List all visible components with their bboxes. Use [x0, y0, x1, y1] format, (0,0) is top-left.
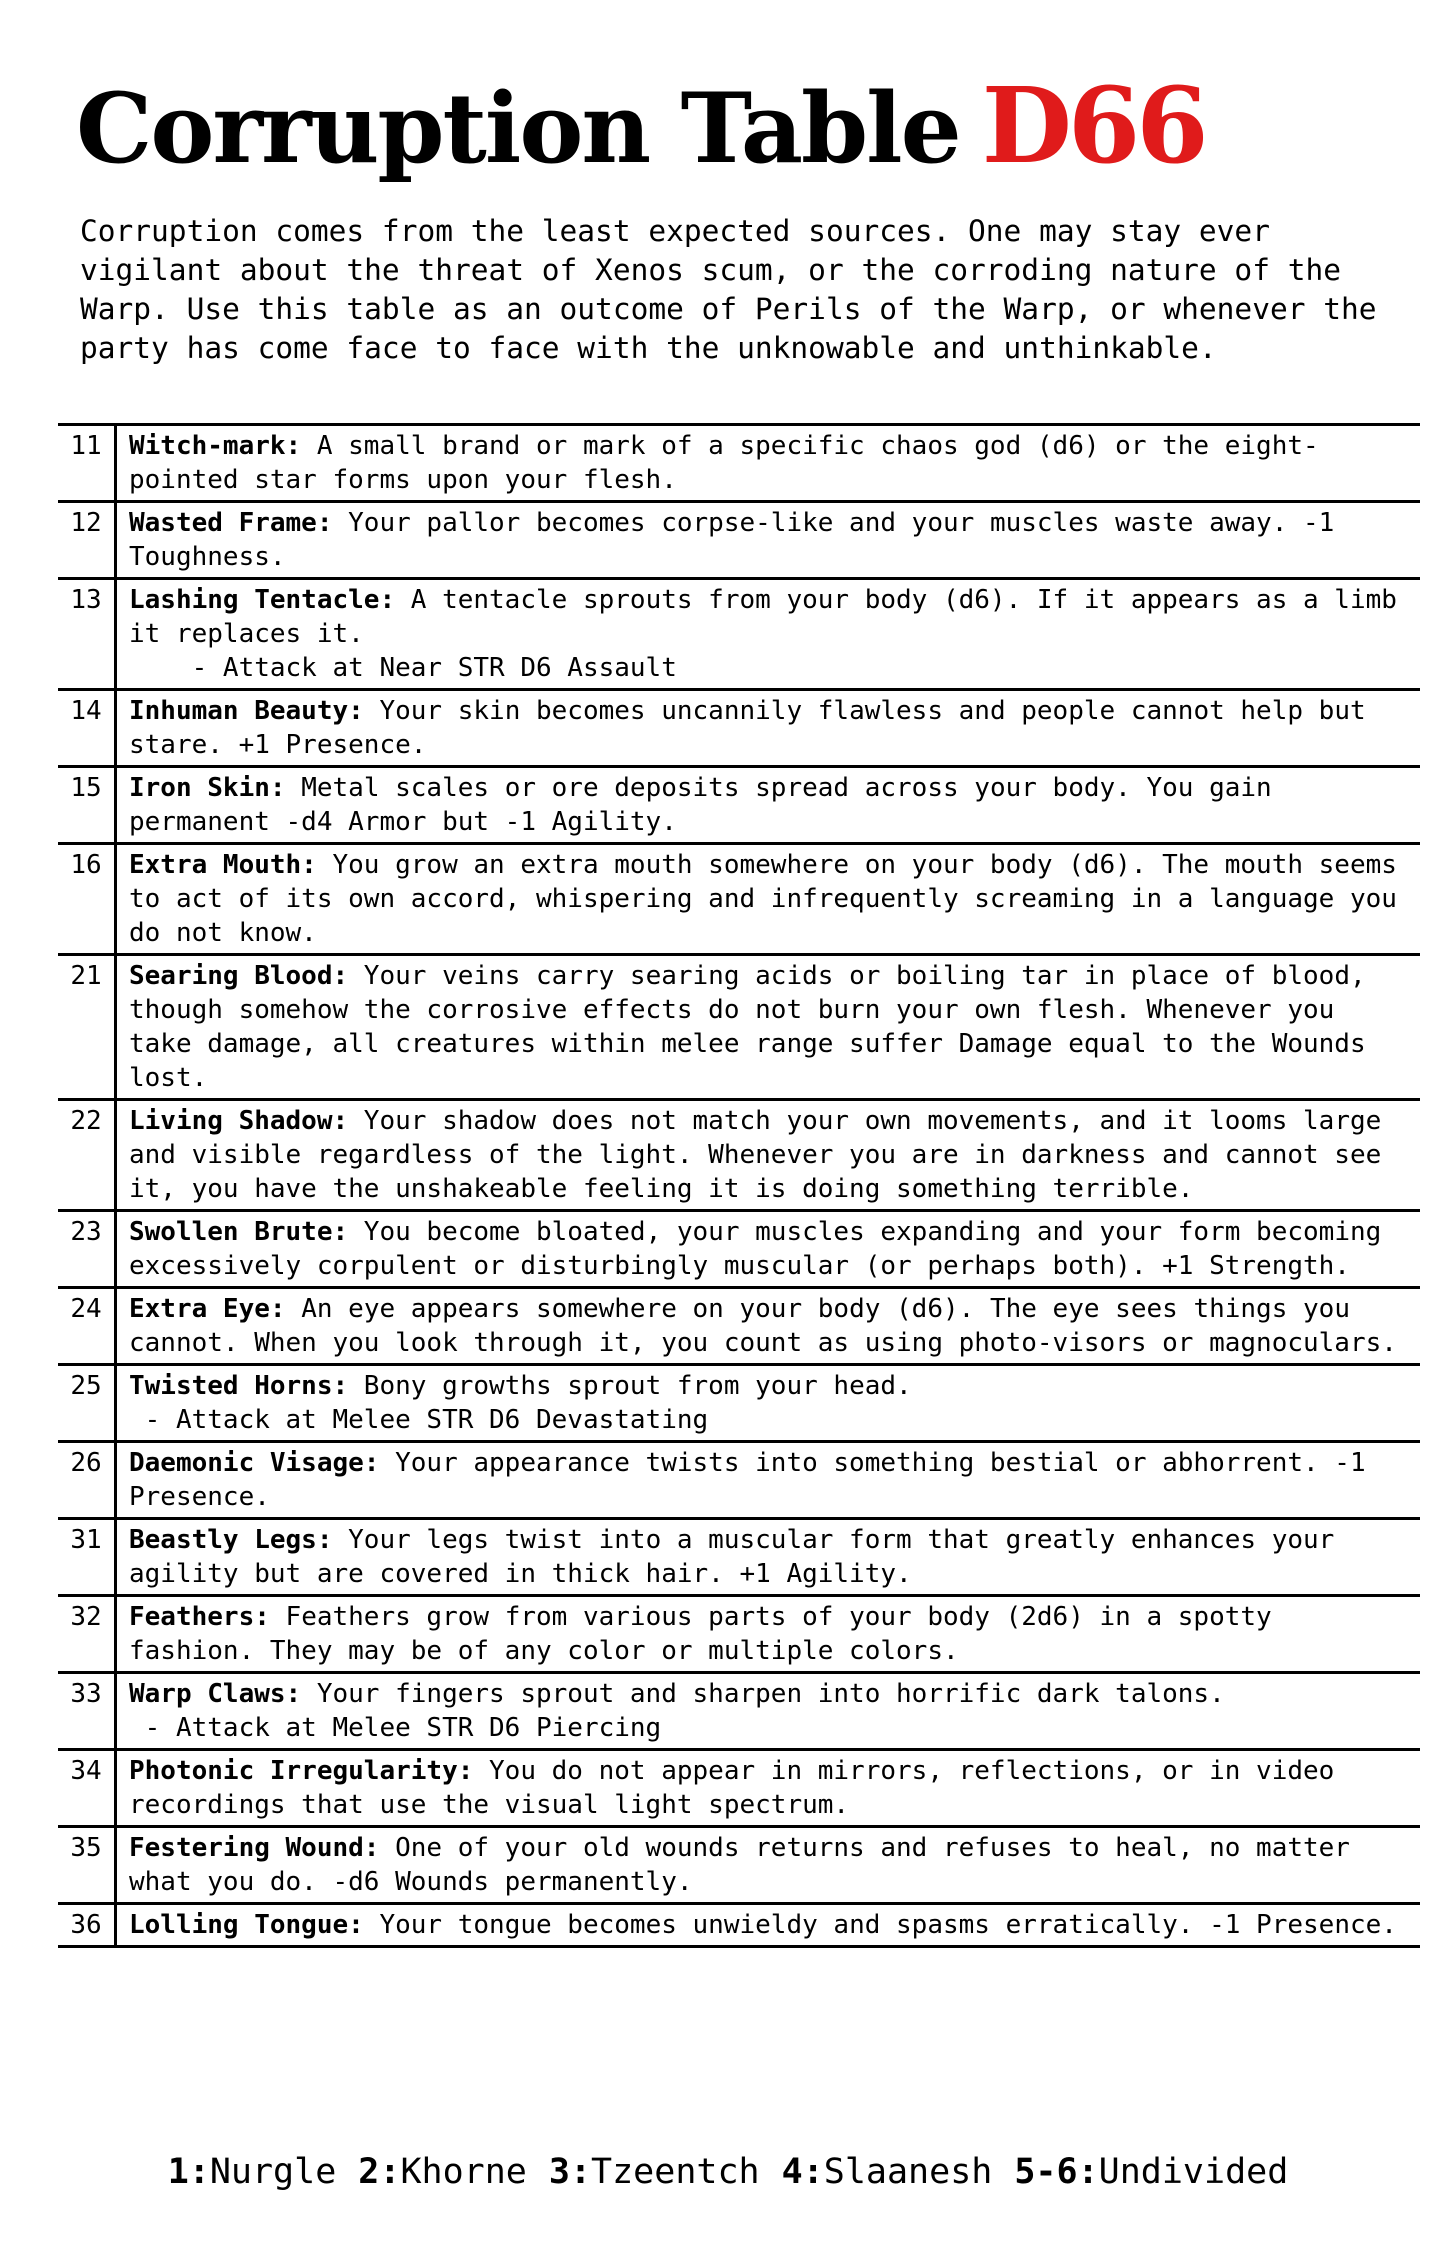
roll-number: 13: [58, 579, 116, 690]
table-row: [58, 1211, 1420, 1288]
row-description: [116, 1442, 1421, 1519]
legend-value: Khorne: [400, 2152, 527, 2192]
mutation-name: Warp Claws:: [129, 1679, 302, 1709]
mutation-name: Daemonic Visage:: [129, 1448, 380, 1478]
legend-item: [549, 2152, 760, 2192]
legend-key: 3:: [548, 2152, 592, 2192]
mutation-text: Your shadow does not match your own movements, and it looms large and visible regardless of the light. Whenever you are in darkness and cannot see it, you have the unshakeable feeling it is doing something terrible.: [129, 1106, 1382, 1204]
table-row: [58, 1596, 1420, 1673]
roll-number: 36: [58, 1904, 116, 1947]
table-row: [58, 579, 1420, 690]
row-description: [116, 1211, 1421, 1288]
legend-value: Tzeentch: [591, 2152, 760, 2192]
mutation-text: Your pallor becomes corpse-like and your muscles waste away. -1 Toughness.: [129, 508, 1335, 572]
mutation-text: One of your old wounds returns and refuses to heal, no matter what you do. -d6 Wounds permanently.: [129, 1833, 1350, 1897]
legend-value: Undivided: [1098, 2152, 1289, 2192]
table-row: [58, 1827, 1420, 1904]
corruption-table-body: [58, 425, 1420, 1947]
roll-number: 16: [58, 844, 116, 955]
mutation-name: Searing Blood:: [129, 961, 349, 991]
legend-key: 5-6:: [1014, 2152, 1099, 2192]
mutation-name: Extra Mouth:: [129, 850, 317, 880]
mutation-name: Swollen Brute:: [129, 1217, 349, 1247]
row-description: [116, 955, 1421, 1100]
table-row: [58, 844, 1420, 955]
mutation-text: Your fingers sprout and sharpen into horrific dark talons.: [301, 1679, 1225, 1709]
roll-number: 12: [58, 502, 116, 579]
title-main: Corruption Table: [76, 72, 960, 185]
table-row: [58, 1673, 1420, 1750]
mutation-name: Iron Skin:: [129, 773, 286, 803]
legend-item: [168, 2152, 337, 2192]
mutation-name: Lashing Tentacle:: [129, 585, 396, 615]
row-description: [116, 502, 1421, 579]
row-description: [116, 690, 1421, 767]
mutation-text: You grow an extra mouth somewhere on your body (d6). The mouth seems to act of its own accord, whispering and infrequently screaming in a language you do not know.: [129, 850, 1397, 948]
row-description: [116, 1519, 1421, 1596]
intro-paragraph: Corruption comes from the least expected sources. One may stay ever vigilant about the threat of Xenos scum, or the corroding nature of the Warp. Use this table as an outcome of Perils of the Warp, or whenever the party has come face to face with the unknowable and unthinkable.: [80, 214, 1377, 365]
table-row: [58, 955, 1420, 1100]
mutation-text: A tentacle sprouts from your body (d6). If it appears as a limb it replaces it.: [129, 585, 1397, 649]
roll-number: 34: [58, 1750, 116, 1827]
table-row: [58, 1442, 1420, 1519]
mutation-text: Bony growths sprout from your head.: [348, 1371, 912, 1401]
row-description: [116, 1673, 1421, 1750]
mutation-name: Extra Eye:: [129, 1294, 286, 1324]
roll-number: 23: [58, 1211, 116, 1288]
legend-value: Nurgle: [209, 2152, 337, 2192]
mutation-text: Your appearance twists into something bestial or abhorrent. -1 Presence.: [129, 1448, 1366, 1512]
mutation-name: Lolling Tongue:: [129, 1910, 364, 1940]
roll-number: 11: [58, 425, 116, 502]
table-row: [58, 1365, 1420, 1442]
mutation-text: Feathers grow from various parts of your body (2d6) in a spotty fashion. They may be of any color or multiple colors.: [129, 1602, 1272, 1666]
attack-line: - Attack at Melee STR D6 Piercing: [129, 1713, 662, 1743]
row-description: [116, 1827, 1421, 1904]
roll-number: 32: [58, 1596, 116, 1673]
page-title: [76, 64, 1205, 204]
mutation-name: Living Shadow:: [129, 1106, 349, 1136]
row-description: [116, 1596, 1421, 1673]
mutation-name: Inhuman Beauty:: [129, 696, 364, 726]
mutation-name: Festering Wound:: [129, 1833, 380, 1863]
legend-item: [782, 2152, 993, 2192]
table-row: [58, 1519, 1420, 1596]
table-row: [58, 502, 1420, 579]
mutation-name: Wasted Frame:: [129, 508, 333, 538]
legend-key: 2:: [358, 2152, 401, 2192]
table-row: [58, 1904, 1420, 1947]
roll-number: 14: [58, 690, 116, 767]
mutation-name: Photonic Irregularity:: [129, 1756, 474, 1786]
mutation-text: Your veins carry searing acids or boiling tar in place of blood, though somehow the corrosive effects do not burn your own flesh. Whenever you take damage, all creatures within melee range suffer Damage equal to the Wounds lost.: [129, 961, 1366, 1093]
row-description: [116, 1365, 1421, 1442]
row-description: [116, 1904, 1421, 1947]
roll-number: 35: [58, 1827, 116, 1904]
title-accent: D66: [981, 64, 1205, 187]
legend-key: 4:: [781, 2152, 824, 2192]
legend-value: Slaanesh: [823, 2152, 993, 2192]
table-row: [58, 767, 1420, 844]
legend-item: [1014, 2152, 1288, 2192]
roll-number: 21: [58, 955, 116, 1100]
row-description: [116, 1288, 1421, 1365]
mutation-name: Beastly Legs:: [129, 1525, 333, 1555]
table-row: [58, 690, 1420, 767]
mutation-name: Feathers:: [129, 1602, 270, 1632]
mutation-name: Witch-mark:: [129, 431, 302, 461]
roll-number: 33: [58, 1673, 116, 1750]
mutation-text: You do not appear in mirrors, reflections, or in video recordings that use the visual light spectrum.: [129, 1756, 1335, 1820]
attack-line: - Attack at Melee STR D6 Devastating: [129, 1405, 709, 1435]
mutation-text: Your tongue becomes unwieldy and spasms erratically. -1 Presence.: [363, 1910, 1397, 1940]
row-description: [116, 1750, 1421, 1827]
table-row: [58, 1100, 1420, 1211]
attack-line: - Attack at Near STR D6 Assault: [129, 653, 677, 683]
mutation-text: An eye appears somewhere on your body (d6). The eye sees things you cannot. When you look through it, you count as using photo-visors or magnoculars.: [129, 1294, 1397, 1358]
row-description: [116, 1100, 1421, 1211]
mutation-text: Metal scales or ore deposits spread across your body. You gain permanent -d4 Armor but -1 Agility.: [129, 773, 1272, 837]
row-description: [116, 844, 1421, 955]
mutation-name: Twisted Horns:: [129, 1371, 349, 1401]
row-description: [116, 579, 1421, 690]
legend-item: [358, 2152, 527, 2192]
roll-number: 22: [58, 1100, 116, 1211]
roll-number: 25: [58, 1365, 116, 1442]
mutation-text: You become bloated, your muscles expanding and your form becoming excessively corpulent or disturbingly muscular (or perhaps both). +1 Strength.: [129, 1217, 1382, 1281]
roll-number: 24: [58, 1288, 116, 1365]
table-row: [58, 1288, 1420, 1365]
corruption-table: [58, 423, 1420, 1948]
legend-key: 1:: [167, 2152, 210, 2192]
roll-number: 26: [58, 1442, 116, 1519]
mutation-text: A small brand or mark of a specific chaos god (d6) or the eight-pointed star forms upon your flesh.: [129, 431, 1319, 495]
table-row: [58, 425, 1420, 502]
roll-number: 31: [58, 1519, 116, 1596]
chaos-god-legend: [0, 2152, 1456, 2192]
row-description: [116, 767, 1421, 844]
row-description: [116, 425, 1421, 502]
mutation-text: Your legs twist into a muscular form that greatly enhances your agility but are covered in thick hair. +1 Agility.: [129, 1525, 1335, 1589]
roll-number: 15: [58, 767, 116, 844]
table-row: [58, 1750, 1420, 1827]
mutation-text: Your skin becomes uncannily flawless and people cannot help but stare. +1 Presence.: [129, 696, 1366, 760]
